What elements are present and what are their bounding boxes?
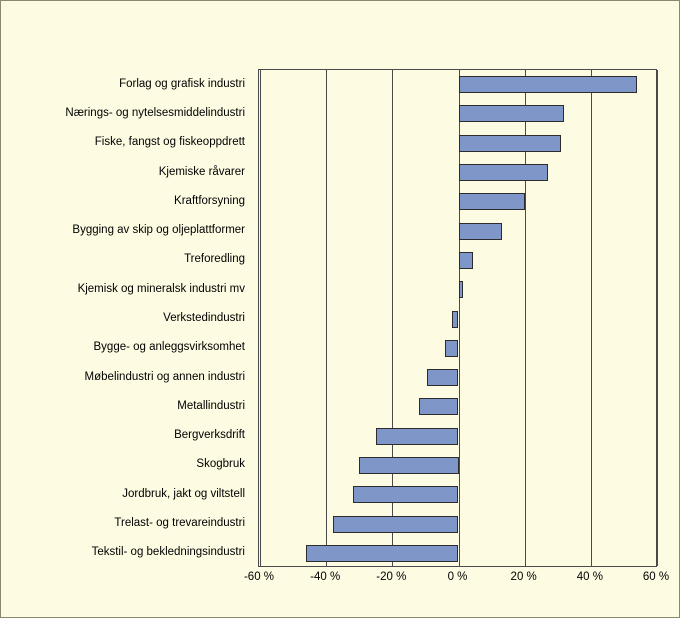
category-label: Skogbruk — [196, 458, 245, 471]
gridline — [591, 70, 592, 566]
bar — [459, 281, 464, 298]
category-label: Møbelindustri og annen industri — [84, 370, 245, 383]
category-label: Kjemisk og mineralsk industri mv — [77, 282, 245, 295]
bar — [459, 105, 565, 122]
category-label: Kraftforsyning — [174, 194, 245, 207]
x-tick-label: 60 % — [642, 571, 670, 583]
category-label: Tekstil- og bekledningsindustri — [91, 546, 245, 559]
category-label: Trelast- og trevareindustri — [114, 517, 245, 530]
bar — [419, 398, 459, 415]
category-label: Kjemiske råvarer — [158, 165, 245, 178]
category-label: Bergverksdrift — [174, 429, 245, 442]
bar — [459, 164, 548, 181]
bar — [459, 135, 562, 152]
bar — [459, 252, 474, 269]
category-label: Bygge- og anleggsvirksomhet — [93, 341, 245, 354]
category-label: Treforedling — [184, 253, 245, 266]
value-axis-ticks — [243, 571, 670, 591]
category-label: Metallindustri — [177, 399, 245, 412]
category-axis-labels — [1, 69, 251, 567]
category-label: Forlag og grafisk industri — [119, 77, 245, 90]
x-tick-label: -20 % — [376, 571, 407, 583]
bar — [427, 369, 458, 386]
bar — [459, 76, 638, 93]
x-tick-label: 0 % — [447, 571, 468, 583]
bar — [445, 340, 458, 357]
bar — [459, 223, 502, 240]
x-tick-label: -40 % — [310, 571, 341, 583]
x-tick-label: 20 % — [510, 571, 537, 583]
bar — [353, 486, 459, 503]
bar — [359, 457, 458, 474]
category-label: Nærings- og nytelsesmiddelindustri — [65, 106, 245, 119]
category-label: Verkstedindustri — [163, 312, 245, 324]
bar — [306, 545, 458, 562]
plot-area — [258, 69, 657, 567]
x-tick-label: -60 % — [243, 571, 275, 583]
bar — [452, 311, 459, 328]
bar — [459, 193, 525, 210]
bar — [376, 428, 459, 445]
x-tick-label: 40 % — [576, 571, 603, 583]
gridline — [326, 70, 327, 566]
gridline — [657, 70, 658, 566]
gridline — [260, 70, 261, 566]
category-label: Bygging av skip og oljeplattformer — [72, 224, 245, 237]
bar — [333, 516, 459, 533]
category-label: Fiske, fangst og fiskeoppdrett — [94, 136, 245, 149]
category-label: Jordbruk, jakt og viltstell — [122, 487, 245, 500]
